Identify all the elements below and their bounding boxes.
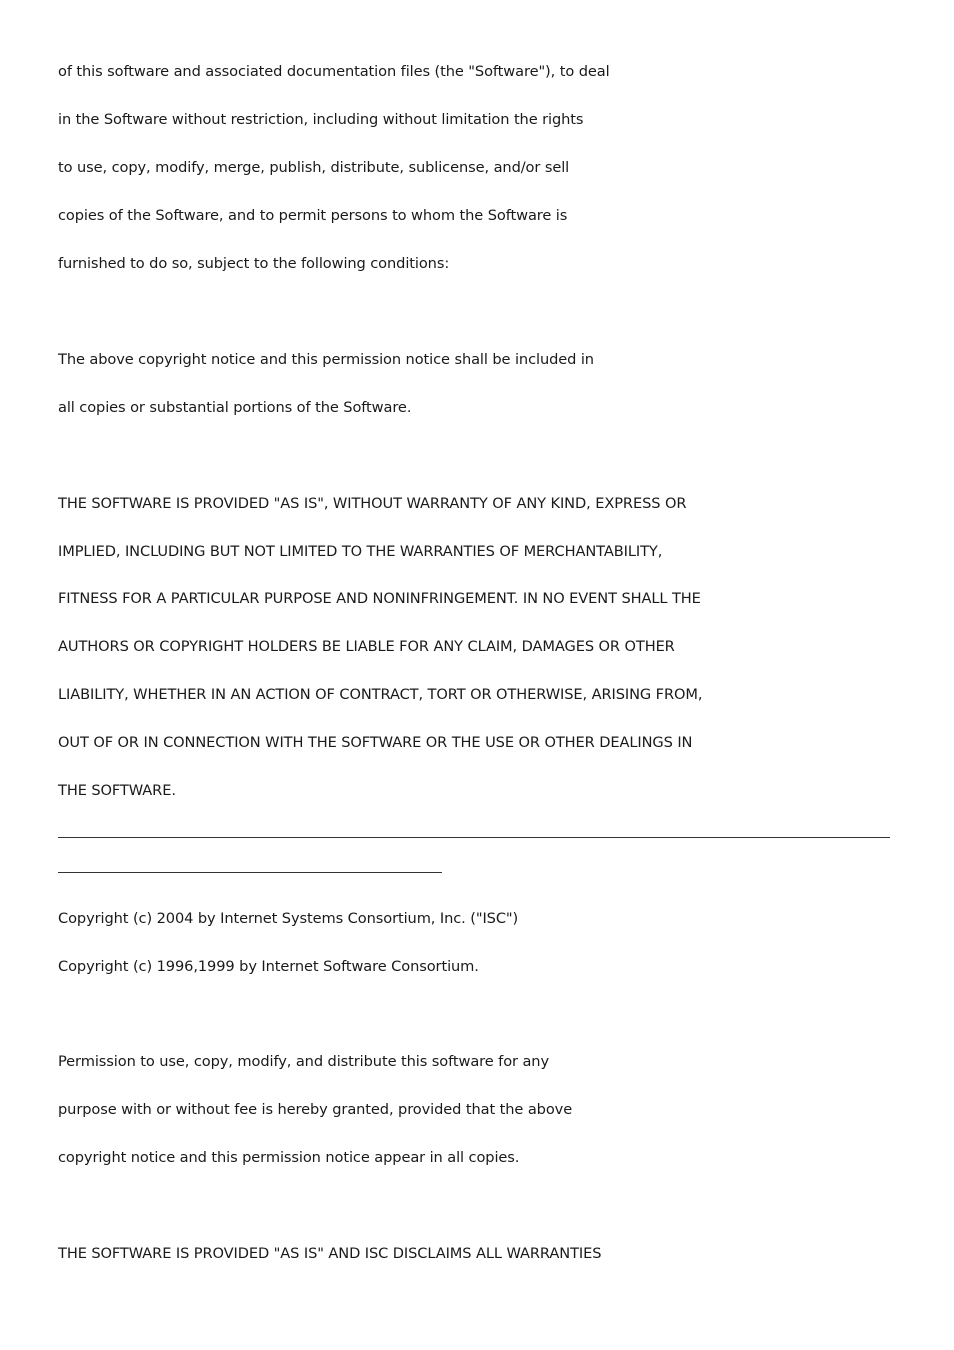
- mit-warranty-line-5: LIABILITY, WHETHER IN AN ACTION OF CONTRACT, TORT OR OTHERWISE, ARISING FROM,: [58, 686, 703, 703]
- isc-copyright-line-1: Copyright (c) 2004 by Internet Systems Consortium, Inc. ("ISC"): [58, 910, 519, 927]
- isc-warranty-line-1: THE SOFTWARE IS PROVIDED "AS IS" AND ISC DISCLAIMS ALL WARRANTIES: [58, 1245, 602, 1262]
- mit-grant-line-4: copies of the Software, and to permit persons to whom the Software is: [58, 207, 568, 224]
- mit-notice-line-2: all copies or substantial portions of the Software.: [58, 399, 412, 416]
- mit-grant-line-3: to use, copy, modify, merge, publish, distribute, sublicense, and/or sell: [58, 159, 570, 176]
- mit-warranty-line-6: OUT OF OR IN CONNECTION WITH THE SOFTWARE OR THE USE OR OTHER DEALINGS IN: [58, 734, 693, 751]
- isc-permission-line-3: copyright notice and this permission notice appear in all copies.: [58, 1149, 520, 1166]
- mit-grant-line-5: furnished to do so, subject to the following conditions:: [58, 255, 450, 272]
- mit-notice-line-1: The above copyright notice and this permission notice shall be included in: [58, 351, 594, 368]
- mit-warranty-line-4: AUTHORS OR COPYRIGHT HOLDERS BE LIABLE FOR ANY CLAIM, DAMAGES OR OTHER: [58, 638, 675, 655]
- mit-warranty-line-7: THE SOFTWARE.: [58, 782, 176, 799]
- section-separator-rule-long: [58, 837, 890, 838]
- mit-warranty-line-1: THE SOFTWARE IS PROVIDED "AS IS", WITHOUT WARRANTY OF ANY KIND, EXPRESS OR: [58, 495, 687, 512]
- mit-grant-line-1: of this software and associated documentation files (the "Software"), to deal: [58, 63, 610, 80]
- isc-permission-line-1: Permission to use, copy, modify, and distribute this software for any: [58, 1053, 549, 1070]
- mit-warranty-line-3: FITNESS FOR A PARTICULAR PURPOSE AND NONINFRINGEMENT. IN NO EVENT SHALL THE: [58, 590, 701, 607]
- isc-copyright-line-2: Copyright (c) 1996,1999 by Internet Software Consortium.: [58, 958, 479, 975]
- section-separator-rule-short: [58, 872, 442, 873]
- mit-grant-line-2: in the Software without restriction, including without limitation the rights: [58, 111, 584, 128]
- mit-warranty-line-2: IMPLIED, INCLUDING BUT NOT LIMITED TO THE WARRANTIES OF MERCHANTABILITY,: [58, 543, 663, 560]
- isc-permission-line-2: purpose with or without fee is hereby granted, provided that the above: [58, 1101, 573, 1118]
